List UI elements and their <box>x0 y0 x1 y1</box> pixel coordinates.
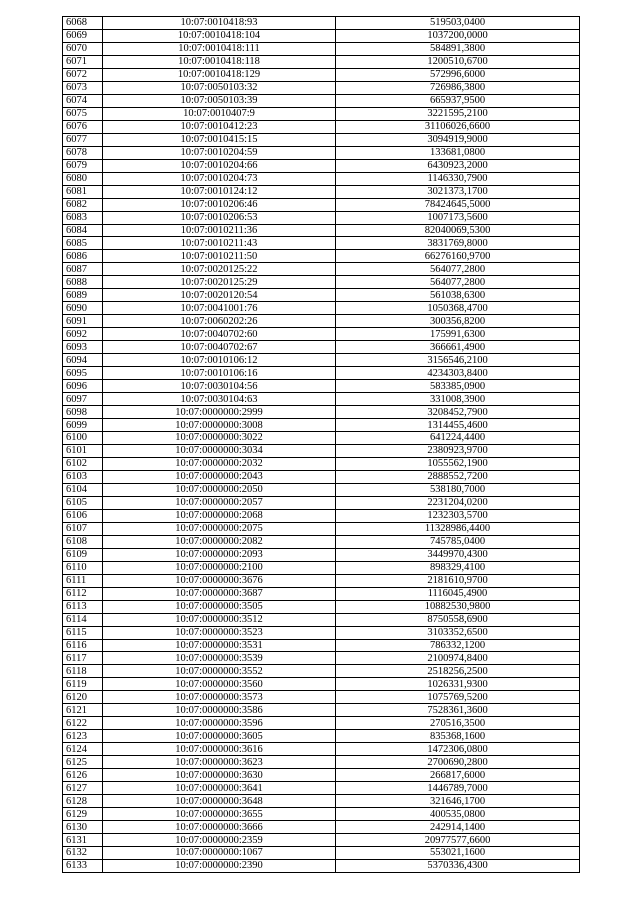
cadastral-number-cell: 10:07:0000000:3552 <box>103 665 336 678</box>
cadastral-number-cell: 10:07:0010418:104 <box>103 29 336 42</box>
cadastral-number-cell: 10:07:0000000:3505 <box>103 600 336 613</box>
row-number-cell: 6069 <box>63 29 103 42</box>
row-number-cell: 6107 <box>63 522 103 535</box>
cadastral-number-cell: 10:07:0000000:3596 <box>103 717 336 730</box>
table-row <box>63 821 580 834</box>
cadastral-value-cell: 3156546,2100 <box>336 354 580 367</box>
cadastral-number-cell: 10:07:0000000:2032 <box>103 457 336 470</box>
table-row <box>63 457 580 470</box>
cadastral-value-cell: 835368,1600 <box>336 730 580 743</box>
row-number-cell: 6101 <box>63 444 103 457</box>
cadastral-number-cell: 10:07:0020125:22 <box>103 263 336 276</box>
cadastral-value-cell: 3449970,4300 <box>336 548 580 561</box>
cadastral-number-cell: 10:07:0050103:39 <box>103 94 336 107</box>
table-row <box>63 795 580 808</box>
cadastral-number-cell: 10:07:0010106:12 <box>103 354 336 367</box>
row-number-cell: 6097 <box>63 393 103 406</box>
cadastral-value-cell: 331008,3900 <box>336 393 580 406</box>
cadastral-number-cell: 10:07:0000000:3523 <box>103 626 336 639</box>
row-number-cell: 6096 <box>63 380 103 393</box>
table-row <box>63 574 580 587</box>
cadastral-value-cell: 400535,0800 <box>336 808 580 821</box>
table-row <box>63 743 580 756</box>
row-number-cell: 6119 <box>63 678 103 691</box>
row-number-cell: 6078 <box>63 146 103 159</box>
row-number-cell: 6109 <box>63 548 103 561</box>
table-row <box>63 302 580 315</box>
row-number-cell: 6102 <box>63 457 103 470</box>
cadastral-number-cell: 10:07:0000000:3512 <box>103 613 336 626</box>
table-row <box>63 808 580 821</box>
cadastral-number-cell: 10:07:0041001:76 <box>103 302 336 315</box>
table-row <box>63 496 580 509</box>
cadastral-value-cell: 2888552,7200 <box>336 470 580 483</box>
cadastral-value-cell: 561038,6300 <box>336 289 580 302</box>
cadastral-value-cell: 1075769,5200 <box>336 691 580 704</box>
row-number-cell: 6123 <box>63 730 103 743</box>
table-row <box>63 613 580 626</box>
cadastral-value-cell: 1232303,5700 <box>336 509 580 522</box>
row-number-cell: 6071 <box>63 55 103 68</box>
cadastral-value-cell: 726986,3800 <box>336 81 580 94</box>
row-number-cell: 6112 <box>63 587 103 600</box>
cadastral-value-cell: 584891,3800 <box>336 42 580 55</box>
row-number-cell: 6076 <box>63 120 103 133</box>
cadastral-value-cell: 7528361,3600 <box>336 704 580 717</box>
table-row <box>63 587 580 600</box>
cadastral-value-cell: 1050368,4700 <box>336 302 580 315</box>
table-row <box>63 432 580 445</box>
row-number-cell: 6081 <box>63 185 103 198</box>
cadastral-number-cell: 10:07:0000000:3586 <box>103 704 336 717</box>
cadastral-number-cell: 10:07:0000000:3666 <box>103 821 336 834</box>
table-row <box>63 68 580 81</box>
row-number-cell: 6098 <box>63 406 103 419</box>
row-number-cell: 6095 <box>63 367 103 380</box>
cadastral-value-cell: 553021,1600 <box>336 847 580 860</box>
cadastral-value-cell: 4234303,8400 <box>336 367 580 380</box>
cadastral-value-cell: 1146330,7900 <box>336 172 580 185</box>
cadastral-number-cell: 10:07:0040702:67 <box>103 341 336 354</box>
table-row <box>63 17 580 30</box>
row-number-cell: 6108 <box>63 535 103 548</box>
cadastral-number-cell: 10:07:0000000:3605 <box>103 730 336 743</box>
table-body <box>63 17 580 873</box>
cadastral-value-cell: 2100974,8400 <box>336 652 580 665</box>
row-number-cell: 6082 <box>63 198 103 211</box>
table-row <box>63 380 580 393</box>
cadastral-number-cell: 10:07:0000000:3573 <box>103 691 336 704</box>
cadastral-value-cell: 266817,6000 <box>336 769 580 782</box>
row-number-cell: 6131 <box>63 834 103 847</box>
cadastral-number-cell: 10:07:0000000:3539 <box>103 652 336 665</box>
cadastral-number-cell: 10:07:0000000:3630 <box>103 769 336 782</box>
cadastral-value-cell: 583385,0900 <box>336 380 580 393</box>
cadastral-number-cell: 10:07:0010418:111 <box>103 42 336 55</box>
row-number-cell: 6093 <box>63 341 103 354</box>
row-number-cell: 6133 <box>63 859 103 872</box>
row-number-cell: 6106 <box>63 509 103 522</box>
cadastral-value-cell: 31106026,6600 <box>336 120 580 133</box>
cadastral-value-cell: 300356,8200 <box>336 315 580 328</box>
table-row <box>63 444 580 457</box>
cadastral-value-cell: 3831769,8000 <box>336 237 580 250</box>
cadastral-number-cell: 10:07:0000000:3531 <box>103 639 336 652</box>
row-number-cell: 6087 <box>63 263 103 276</box>
cadastral-number-cell: 10:07:0030104:56 <box>103 380 336 393</box>
row-number-cell: 6070 <box>63 42 103 55</box>
cadastral-number-cell: 10:07:0040702:60 <box>103 328 336 341</box>
cadastral-value-cell: 1200510,6700 <box>336 55 580 68</box>
cadastral-value-cell: 82040069,5300 <box>336 224 580 237</box>
row-number-cell: 6089 <box>63 289 103 302</box>
table-row <box>63 133 580 146</box>
row-number-cell: 6077 <box>63 133 103 146</box>
table-row <box>63 172 580 185</box>
cadastral-number-cell: 10:07:0010206:53 <box>103 211 336 224</box>
row-number-cell: 6099 <box>63 419 103 432</box>
table-row <box>63 146 580 159</box>
cadastral-value-cell: 745785,0400 <box>336 535 580 548</box>
row-number-cell: 6100 <box>63 432 103 445</box>
cadastral-value-cell: 1037200,0000 <box>336 29 580 42</box>
cadastral-number-cell: 10:07:0000000:2068 <box>103 509 336 522</box>
cadastral-number-cell: 10:07:0000000:3022 <box>103 432 336 445</box>
cadastral-number-cell: 10:07:0010204:59 <box>103 146 336 159</box>
cadastral-value-cell: 1472306,0800 <box>336 743 580 756</box>
table-row <box>63 29 580 42</box>
row-number-cell: 6114 <box>63 613 103 626</box>
cadastral-value-cell: 1446789,7000 <box>336 782 580 795</box>
table-row <box>63 483 580 496</box>
cadastral-value-cell: 133681,0800 <box>336 146 580 159</box>
cadastral-number-cell: 10:07:0010211:50 <box>103 250 336 263</box>
cadastral-value-cell: 2518256,2500 <box>336 665 580 678</box>
cadastral-value-cell: 321646,1700 <box>336 795 580 808</box>
cadastral-value-cell: 3208452,7900 <box>336 406 580 419</box>
row-number-cell: 6075 <box>63 107 103 120</box>
cadastral-value-cell: 10882530,9800 <box>336 600 580 613</box>
cadastral-number-cell: 10:07:0000000:2999 <box>103 406 336 419</box>
cadastral-number-cell: 10:07:0000000:3008 <box>103 419 336 432</box>
cadastral-number-cell: 10:07:0000000:3034 <box>103 444 336 457</box>
table-row <box>63 717 580 730</box>
table-row <box>63 756 580 769</box>
table-row <box>63 470 580 483</box>
row-number-cell: 6128 <box>63 795 103 808</box>
cadastral-number-cell: 10:07:0010412:23 <box>103 120 336 133</box>
table-row <box>63 509 580 522</box>
cadastral-value-cell: 78424645,5000 <box>336 198 580 211</box>
cadastral-value-cell: 2181610,9700 <box>336 574 580 587</box>
row-number-cell: 6103 <box>63 470 103 483</box>
cadastral-value-cell: 175991,6300 <box>336 328 580 341</box>
table-row <box>63 185 580 198</box>
cadastral-number-cell: 10:07:0000000:2057 <box>103 496 336 509</box>
table-row <box>63 159 580 172</box>
cadastral-value-cell: 519503,0400 <box>336 17 580 30</box>
table-row <box>63 94 580 107</box>
cadastral-value-cell: 3103352,6500 <box>336 626 580 639</box>
cadastral-value-cell: 242914,1400 <box>336 821 580 834</box>
row-number-cell: 6092 <box>63 328 103 341</box>
cadastral-value-cell: 898329,4100 <box>336 561 580 574</box>
cadastral-number-cell: 10:07:0010204:73 <box>103 172 336 185</box>
cadastral-value-cell: 786332,1200 <box>336 639 580 652</box>
table-row <box>63 250 580 263</box>
cadastral-value-cell: 20977577,6600 <box>336 834 580 847</box>
cadastral-number-cell: 10:07:0000000:3641 <box>103 782 336 795</box>
row-number-cell: 6104 <box>63 483 103 496</box>
table-row <box>63 769 580 782</box>
cadastral-value-cell: 665937,9500 <box>336 94 580 107</box>
cadastral-value-cell: 11328986,4400 <box>336 522 580 535</box>
cadastral-number-cell: 10:07:0030104:63 <box>103 393 336 406</box>
cadastral-number-cell: 10:07:0060202:26 <box>103 315 336 328</box>
cadastral-value-cell: 538180,7000 <box>336 483 580 496</box>
cadastral-number-cell: 10:07:0010418:93 <box>103 17 336 30</box>
row-number-cell: 6091 <box>63 315 103 328</box>
table-row <box>63 678 580 691</box>
cadastral-number-cell: 10:07:0010415:15 <box>103 133 336 146</box>
cadastral-number-cell: 10:07:0010106:16 <box>103 367 336 380</box>
cadastral-number-cell: 10:07:0010211:36 <box>103 224 336 237</box>
cadastral-value-cell: 564077,2800 <box>336 276 580 289</box>
table-row <box>63 639 580 652</box>
row-number-cell: 6117 <box>63 652 103 665</box>
cadastral-number-cell: 10:07:0000000:3560 <box>103 678 336 691</box>
table-row <box>63 561 580 574</box>
row-number-cell: 6118 <box>63 665 103 678</box>
table-row <box>63 289 580 302</box>
row-number-cell: 6083 <box>63 211 103 224</box>
table-row <box>63 81 580 94</box>
row-number-cell: 6125 <box>63 756 103 769</box>
row-number-cell: 6105 <box>63 496 103 509</box>
cadastral-value-cell: 6430923,2000 <box>336 159 580 172</box>
table-row <box>63 782 580 795</box>
cadastral-number-cell: 10:07:0000000:2100 <box>103 561 336 574</box>
table-row <box>63 859 580 872</box>
row-number-cell: 6080 <box>63 172 103 185</box>
row-number-cell: 6122 <box>63 717 103 730</box>
row-number-cell: 6073 <box>63 81 103 94</box>
table-row <box>63 834 580 847</box>
cadastral-number-cell: 10:07:0010418:118 <box>103 55 336 68</box>
row-number-cell: 6127 <box>63 782 103 795</box>
cadastral-value-cell: 1314455,4600 <box>336 419 580 432</box>
row-number-cell: 6085 <box>63 237 103 250</box>
cadastral-value-cell: 1055562,1900 <box>336 457 580 470</box>
cadastral-number-cell: 10:07:0000000:2075 <box>103 522 336 535</box>
cadastral-number-cell: 10:07:0010418:129 <box>103 68 336 81</box>
cadastral-value-cell: 564077,2800 <box>336 263 580 276</box>
row-number-cell: 6074 <box>63 94 103 107</box>
table-row <box>63 120 580 133</box>
cadastral-value-cell: 641224,4400 <box>336 432 580 445</box>
table-row <box>63 237 580 250</box>
cadastral-value-cell: 2380923,9700 <box>336 444 580 457</box>
cadastral-number-cell: 10:07:0010204:66 <box>103 159 336 172</box>
cadastral-number-cell: 10:07:0000000:3687 <box>103 587 336 600</box>
row-number-cell: 6113 <box>63 600 103 613</box>
table-row <box>63 652 580 665</box>
cadastral-number-cell: 10:07:0010206:46 <box>103 198 336 211</box>
table-row <box>63 406 580 419</box>
table-row <box>63 263 580 276</box>
cadastral-number-cell: 10:07:0020125:29 <box>103 276 336 289</box>
table-row <box>63 730 580 743</box>
table-row <box>63 600 580 613</box>
table-row <box>63 393 580 406</box>
row-number-cell: 6111 <box>63 574 103 587</box>
cadastral-value-cell: 1026331,9300 <box>336 678 580 691</box>
cadastral-value-cell: 3094919,9000 <box>336 133 580 146</box>
cadastral-number-cell: 10:07:0050103:32 <box>103 81 336 94</box>
cadastral-number-cell: 10:07:0000000:2082 <box>103 535 336 548</box>
cadastral-value-cell: 66276160,9700 <box>336 250 580 263</box>
row-number-cell: 6086 <box>63 250 103 263</box>
cadastral-number-cell: 10:07:0000000:2093 <box>103 548 336 561</box>
row-number-cell: 6121 <box>63 704 103 717</box>
cadastral-value-cell: 2231204,0200 <box>336 496 580 509</box>
table-row <box>63 211 580 224</box>
table-row <box>63 691 580 704</box>
table-row <box>63 276 580 289</box>
row-number-cell: 6090 <box>63 302 103 315</box>
cadastral-value-cell: 270516,3500 <box>336 717 580 730</box>
row-number-cell: 6126 <box>63 769 103 782</box>
table-row <box>63 522 580 535</box>
row-number-cell: 6079 <box>63 159 103 172</box>
cadastral-value-cell: 572996,6000 <box>336 68 580 81</box>
table-row <box>63 224 580 237</box>
row-number-cell: 6088 <box>63 276 103 289</box>
cadastral-number-cell: 10:07:0000000:3648 <box>103 795 336 808</box>
table-row <box>63 315 580 328</box>
row-number-cell: 6120 <box>63 691 103 704</box>
row-number-cell: 6084 <box>63 224 103 237</box>
cadastral-number-cell: 10:07:0000000:3623 <box>103 756 336 769</box>
table-row <box>63 665 580 678</box>
row-number-cell: 6094 <box>63 354 103 367</box>
table-row <box>63 548 580 561</box>
row-number-cell: 6116 <box>63 639 103 652</box>
cadastral-number-cell: 10:07:0010407:9 <box>103 107 336 120</box>
cadastral-value-cell: 2700690,2800 <box>336 756 580 769</box>
table-row <box>63 341 580 354</box>
cadastral-number-cell: 10:07:0000000:3616 <box>103 743 336 756</box>
row-number-cell: 6068 <box>63 17 103 30</box>
table-row <box>63 198 580 211</box>
cadastral-number-cell: 10:07:0000000:2043 <box>103 470 336 483</box>
row-number-cell: 6124 <box>63 743 103 756</box>
row-number-cell: 6130 <box>63 821 103 834</box>
row-number-cell: 6129 <box>63 808 103 821</box>
row-number-cell: 6110 <box>63 561 103 574</box>
table-row <box>63 42 580 55</box>
cadastral-number-cell: 10:07:0000000:2390 <box>103 859 336 872</box>
cadastral-number-cell: 10:07:0000000:2050 <box>103 483 336 496</box>
table-row <box>63 626 580 639</box>
cadastral-number-cell: 10:07:0010211:43 <box>103 237 336 250</box>
cadastral-number-cell: 10:07:0000000:3655 <box>103 808 336 821</box>
data-table <box>62 16 580 873</box>
cadastral-value-cell: 1007173,5600 <box>336 211 580 224</box>
table-row <box>63 354 580 367</box>
table-row <box>63 419 580 432</box>
table-row <box>63 107 580 120</box>
cadastral-value-cell: 366661,4900 <box>336 341 580 354</box>
table-row <box>63 367 580 380</box>
cadastral-number-cell: 10:07:0010124:12 <box>103 185 336 198</box>
table-row <box>63 535 580 548</box>
cadastral-value-cell: 3221595,2100 <box>336 107 580 120</box>
cadastral-value-cell: 3021373,1700 <box>336 185 580 198</box>
cadastral-value-cell: 8750558,6900 <box>336 613 580 626</box>
table-row <box>63 847 580 860</box>
row-number-cell: 6115 <box>63 626 103 639</box>
table-row <box>63 55 580 68</box>
row-number-cell: 6072 <box>63 68 103 81</box>
cadastral-number-cell: 10:07:0000000:3676 <box>103 574 336 587</box>
row-number-cell: 6132 <box>63 847 103 860</box>
cadastral-number-cell: 10:07:0000000:2359 <box>103 834 336 847</box>
cadastral-number-cell: 10:07:0000000:1067 <box>103 847 336 860</box>
cadastral-value-cell: 1116045,4900 <box>336 587 580 600</box>
table-row <box>63 704 580 717</box>
cadastral-number-cell: 10:07:0020120:54 <box>103 289 336 302</box>
cadastral-value-cell: 5370336,4300 <box>336 859 580 872</box>
table-row <box>63 328 580 341</box>
